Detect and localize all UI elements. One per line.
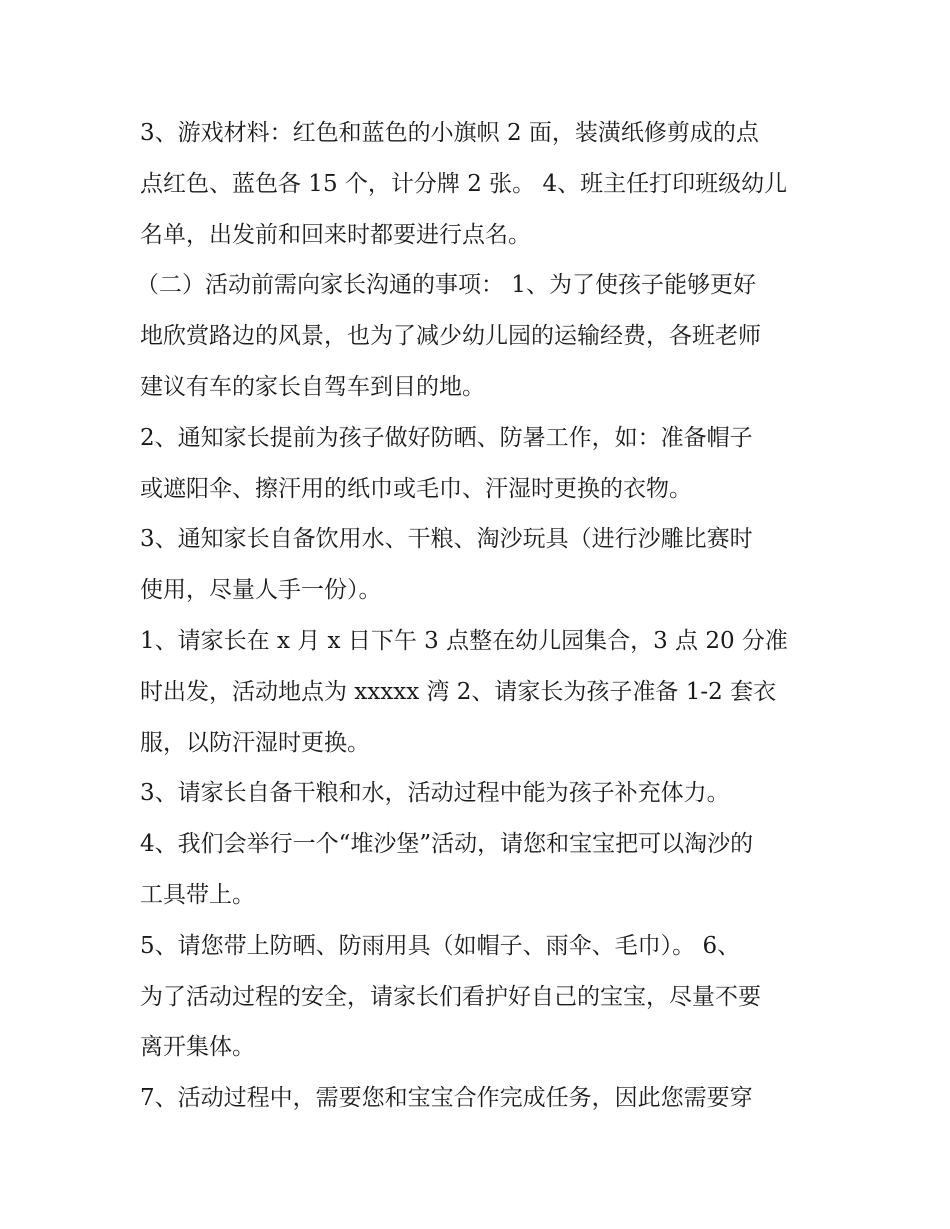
text-line: 7、活动过程中，需要您和宝宝合作完成任务，因此您需要穿 — [140, 1085, 753, 1112]
text-line: 使用，尽量人手一份）。 — [140, 577, 382, 604]
text-line: 时出发，活动地点为 xxxxx 湾 2、请家长为孩子准备 1-2 套衣 — [140, 678, 777, 705]
text-line: 点红色、蓝色各 15 个，计分牌 2 张。 4、班主任打印班级幼儿 — [140, 170, 788, 197]
text-line: 离开集体。 — [140, 1034, 255, 1061]
text-line: （二）活动前需向家长沟通的事项： 1、为了使孩子能够更好 — [136, 272, 756, 299]
text-line: 4、我们会举行一个“堆沙堡”活动，请您和宝宝把可以淘沙的 — [140, 831, 754, 858]
text-line: 3、通知家长自备饮用水、干粮、淘沙玩具（进行沙雕比赛时 — [140, 526, 753, 553]
text-line: 建议有车的家长自驾车到目的地。 — [140, 373, 485, 400]
text-line: 1、请家长在 x 月 x 日下午 3 点整在幼儿园集合，3 点 20 分准 — [140, 627, 788, 654]
text-line: 地欣赏路边的风景，也为了减少幼儿园的运输经费，各班老师 — [140, 323, 761, 350]
text-line: 3、请家长自备干粮和水，活动过程中能为孩子补充体力。 — [140, 780, 730, 807]
text-line: 5、请您带上防晒、防雨用具（如帽子、雨伞、毛巾）。 6、 — [140, 932, 741, 959]
text-line: 3、游戏材料：红色和蓝色的小旗帜 2 面，装潢纸修剪成的点 — [140, 120, 759, 146]
text-line: 服，以防汗湿时更换。 — [140, 729, 370, 756]
text-line: 为了活动过程的安全，请家长们看护好自己的宝宝，尽量不要 — [140, 983, 761, 1010]
text-line: 或遮阳伞、擦汗用的纸巾或毛巾、汗湿时更换的衣物。 — [140, 475, 692, 502]
text-line: 名单，出发前和回来时都要进行点名。 — [140, 221, 531, 248]
text-line: 2、通知家长提前为孩子做好防晒、防暑工作，如：准备帽子 — [140, 424, 753, 451]
document-body — [136, 108, 820, 1124]
text-line: 工具带上。 — [140, 881, 255, 908]
